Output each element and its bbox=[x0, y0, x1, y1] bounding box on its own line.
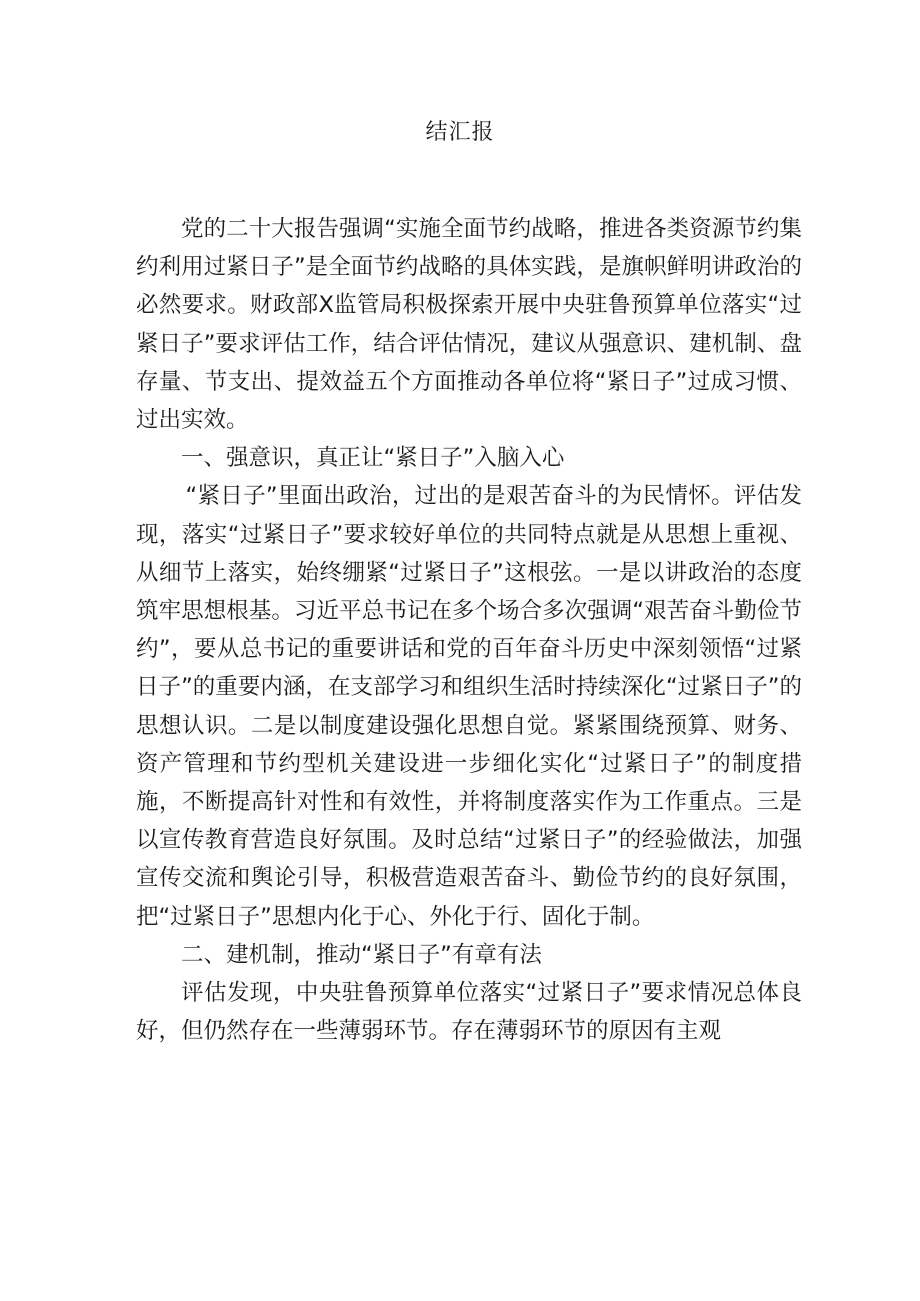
document-body bbox=[136, 210, 802, 1050]
section-heading-1: 一、强意识，真正让“紧日子”入脑入心 bbox=[181, 445, 565, 472]
section-heading-2: 二、建机制，推动“紧日子”有章有法 bbox=[181, 941, 542, 968]
document-title: 结汇报 bbox=[425, 120, 495, 145]
paragraph-section-1: “紧日子”里面出政治，过出的是艰苦奋斗的为民情怀。评估发现，落实“过紧日子”要求较好单位的共同特点就是从思想上重视、从细节上落实，始终绷紧“过紧日子”这根弦。一是以讲政治的态度筑牢思想根基。习近平总书记在多个场合多次强调“艰苦奋斗勤俭节约”，要从总书记的重要讲话和党的百年奋斗历史中深刻领悟“过紧日子”的重要内涵，在支部学习和组织生活时持续深化“过紧日子”的思想认识。二是以制度建设强化思想自觉。紧紧围绕预算、财务、资产管理和节约型机关建设进一步细化实化“过紧日子”的制度措施，不断提高针对性和有效性，并将制度落实作为工作重点。三是以宣传教育营造良好氛围。及时总结“过紧日子”的经验做法，加强宣传交流和舆论引导，积极营造艰苦奋斗、勤俭节约的良好氛围，把“过紧日子”思想内化于心、外化于行、固化于制。 bbox=[136, 483, 802, 930]
paragraph-section-2: 评估发现，中央驻鲁预算单位落实“过紧日子”要求情况总体良好，但仍然存在一些薄弱环节。存在薄弱环节的原因有主观 bbox=[136, 980, 802, 1045]
paragraph-intro: 党的二十大报告强调“实施全面节约战略，推进各类资源节约集约利用过紧日子”是全面节约战略的具体实践，是旗帜鲜明讲政治的必然要求。财政部X监管局积极探索开展中央驻鲁预算单位落实“过紧日子”要求评估工作，结合评估情况，建议从强意识、建机制、盘存量、节支出、提效益五个方面推动各单位将“紧日子”过成习惯、过出实效。 bbox=[136, 216, 802, 434]
